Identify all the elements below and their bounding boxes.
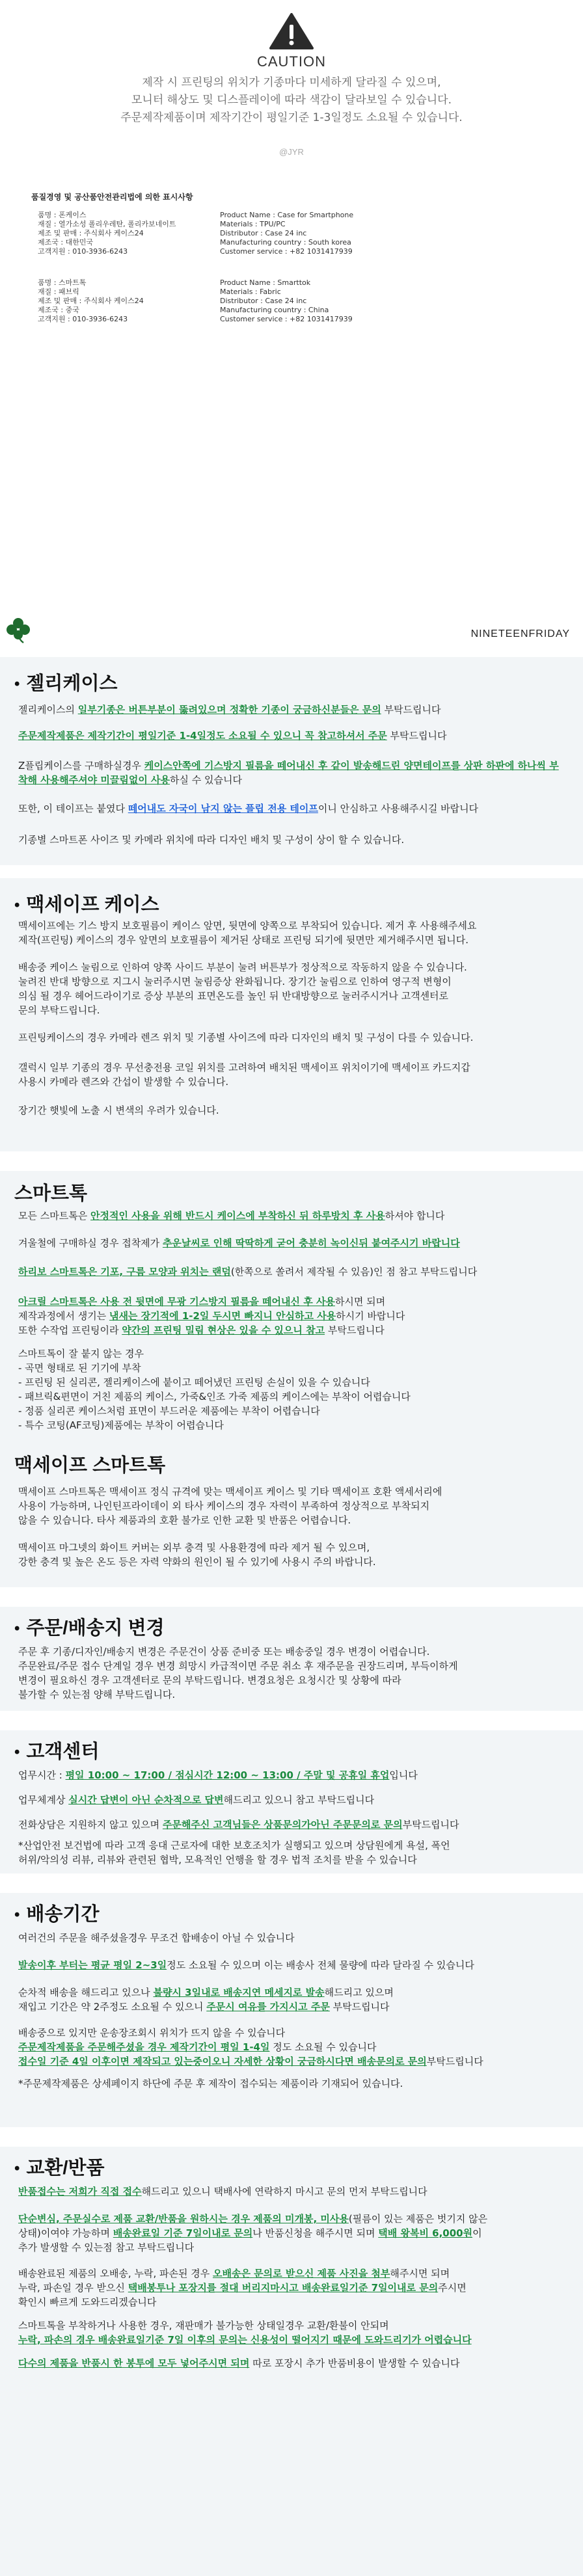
text-run: 주문제작제품을 주문해주셨을 경우 제작기간이 평일 1-4일 — [18, 2041, 270, 2053]
magsafe-p3: 프린팅케이스의 경우 카메라 렌즈 위치 및 기종별 사이즈에 따라 디자인의 배치 및 구성이 다를 수 있습니다. — [18, 1032, 474, 1043]
text-line: 변경이 필요하신 경우 고객센터로 문의 부탁드립니다. 변경요청은 요청시간 및 상황에 따라 — [18, 1674, 401, 1686]
smarttok-p4 — [18, 1295, 565, 1337]
caution-text — [0, 74, 583, 127]
brand-row — [0, 609, 583, 648]
label-line: 고객지원 : 010-3936-6243 — [38, 247, 128, 256]
text-line: 않을 수 있습니다. 타사 제품과의 호환 불가로 인한 교환 및 반품은 어렵습니다. — [18, 1514, 351, 1526]
text-run: 배송완료된 제품의 오배송, 누락, 파손된 경우 — [18, 2268, 213, 2279]
text-line: 불가할 수 있는점 양해 부탁드립니다. — [18, 1689, 176, 1700]
caution-line: 제작 시 프린팅의 위치가 기종마다 미세하게 달라질 수 있으며, — [142, 76, 441, 89]
product-labels — [31, 193, 487, 388]
section-title-text: 맥세이프 케이스 — [26, 894, 159, 915]
text-run: 나 반품신청을 해주시면 되며 — [252, 2227, 379, 2239]
text-run: 부탁드립니다 — [381, 704, 441, 716]
text-run: 부탁드립니다 — [386, 730, 447, 742]
text-run: 부탁드립니다 — [426, 2056, 483, 2067]
section-title: • 배송기간 — [14, 1904, 100, 1925]
label-line: 제조 및 판매 : 주식회사 케이스24 — [38, 297, 144, 305]
text-run: 재입고 기간은 약 2주정도 소요될 수 있으니 — [18, 2001, 207, 2013]
label-line: 제조국 : 중국 — [38, 306, 79, 314]
text-run: 다수의 제품을 반품시 한 봉투에 모두 넣어주시면 되며 — [18, 2357, 250, 2369]
caution-line: 주문제작제품이며 제작기간이 평일기준 1-3일정도 소요될 수 있습니다. — [120, 111, 463, 124]
jelly-p2 — [18, 729, 565, 743]
magsafetok-p1 — [18, 1484, 565, 1527]
text-line: - 프린팅 된 실리콘, 젤리케이스에 붙이고 떼어냈던 프린팅 손실이 있을 수 있습니다 — [18, 1376, 370, 1388]
label-line: 고객지원 : 010-3936-6243 — [38, 315, 128, 323]
section-jelly — [0, 657, 583, 865]
text-run: 오배송은 문의로 받으신 제품 사진을 첨부 — [212, 2268, 390, 2279]
label-line: Distributor : Case 24 inc — [220, 229, 307, 237]
text-line: 맥세이프에는 기스 방지 보호필름이 케이스 앞면, 뒷면에 양쪽으로 부착되어 있습니다. 제거 후 사용해주세요 — [18, 920, 477, 932]
label-en-col — [220, 278, 415, 324]
label-en-col — [220, 211, 415, 256]
ship-p4 — [18, 2026, 565, 2069]
text-run: 이 — [472, 2227, 482, 2239]
text-run: 제작과정에서 생기는 — [18, 1310, 109, 1322]
cs-p3 — [18, 1818, 565, 1832]
text-line: 의심 될 경우 헤어드라이기로 증상 부분의 표면온도를 높인 뒤 반대방향으로 눌러주시거나 고객센터로 — [18, 990, 449, 1002]
caution-line: 모니터 해상도 및 디스플레이에 따라 색감이 달라보일 수 있습니다. — [131, 94, 452, 107]
label-line: Product Name : Smarttok — [220, 278, 311, 287]
text-run: 발송이후 부터는 평균 평일 2~3일 — [18, 1959, 167, 1971]
section-title-text: 젤리케이스 — [26, 673, 118, 694]
cs-p4 — [18, 1838, 565, 1867]
section-cs — [0, 1730, 583, 1873]
label-line: Customer service : +82 1031417939 — [220, 247, 353, 256]
section-title: • 젤리케이스 — [14, 673, 118, 694]
text-run: 모든 스마트톡은 — [18, 1210, 90, 1222]
text-run: 케이스안쪽에 기스방지 필름을 떼어내신 후 같이 발송해드린 양면테이프를 상판 하판에 하나씩 부착해 사용해주셔야 미끌림없이 사용 — [18, 760, 559, 786]
text-line: 누락, 파손의 경우 배송완료일기준 7일 이후의 문의는 신용성이 떨어지기 때문에 도와드리기가 어렵습니다 — [18, 2334, 472, 2346]
text-run: 또한 수작업 프린팅이라 — [18, 1324, 122, 1336]
text-run: 업무시간 : — [18, 1769, 66, 1781]
text-run: 주시면 — [438, 2282, 467, 2294]
text-run: 이니 안심하고 사용해주시길 바랍니다 — [318, 803, 479, 814]
magsafe-p2 — [18, 960, 565, 1017]
ship-p1: 여러건의 주문을 해주셨을경우 무조건 합배송이 아닐 수 있습니다 — [18, 1932, 295, 1944]
jelly-p4 — [18, 801, 565, 816]
text-line: 맥세이프 스마트톡은 맥세이프 정식 규격에 맞는 맥세이프 케이스 및 기타 맥세이프 호환 액세서리에 — [18, 1486, 442, 1497]
text-run: 따로 포장시 추가 반품비용이 발생할 수 있습니다 — [249, 2357, 460, 2369]
smarttok-p5 — [18, 1347, 565, 1432]
text-line: - 특수 코팅(AF코팅)제품에는 부착이 어렵습니다 — [18, 1419, 224, 1431]
caution-block — [0, 0, 583, 176]
text-line: 맥세이프 마그넷의 화이트 커버는 외부 충격 및 사용환경에 따라 제거 될 수 있으며, — [18, 1542, 370, 1553]
text-run: 누락, 파손일 경우 받으신 — [18, 2282, 128, 2294]
label-line: 재질 : 열가소성 폴리우레탄, 폴리카보네이트 — [38, 220, 176, 228]
text-run: 하리보 스마트톡은 기포, 구름 모양과 위치는 랜덤 — [18, 1266, 231, 1278]
section-title: • 맥세이프 케이스 — [14, 894, 159, 915]
text-run: 실시간 답변이 아닌 순차적으로 답변 — [68, 1794, 224, 1806]
text-line: 스마트톡이 잘 붙지 않는 경우 — [18, 1348, 144, 1360]
section-title: • 고객센터 — [14, 1741, 100, 1762]
text-line: - 패브릭&편면이 거친 제품의 케이스, 가죽&인조 가죽 제품의 케이스에는 부착이 어렵습니다 — [18, 1391, 411, 1402]
text-run: 정도 소요될 수 있습니다 — [269, 2041, 377, 2053]
returns-p3 — [18, 2266, 565, 2309]
jelly-p1 — [18, 703, 565, 717]
text-run: 불량시 3일내로 배송지연 메세지로 발송 — [153, 1987, 325, 1998]
section-title-text: 교환/반품 — [26, 2158, 105, 2179]
label-line: 제조 및 판매 : 주식회사 케이스24 — [38, 229, 144, 237]
text-line: 사용이 가능하며, 나인틴프라이데이 외 타사 케이스의 경우 자력이 부족하여 정상적으로 부착되지 — [18, 1500, 430, 1512]
label-line: Product Name : Case for Smartphone — [220, 211, 354, 219]
smarttok-p3 — [18, 1265, 565, 1279]
returns-p2 — [18, 2212, 565, 2255]
text-run: 해드리고 있으니 참고 부탁드립니다 — [223, 1794, 375, 1806]
cs-p1 — [18, 1768, 565, 1782]
text-line: - 정품 실리콘 케이스처럼 표면이 부드러운 제품에는 부착이 어렵습니다 — [18, 1405, 320, 1417]
label-group-smarttok — [31, 278, 487, 346]
section-title: 스마트톡 — [14, 1183, 88, 1204]
text-run: 반품접수는 저희가 직접 접수 — [18, 2186, 142, 2197]
text-line: 주문완료/주문 접수 단계일 경우 변경 희망시 카급적이면 주문 취소 후 재주문을 권장드리며, 부득이하게 — [18, 1660, 458, 1672]
text-run: 하실 수 있습니다 — [170, 774, 242, 786]
text-line: 주문 후 기종/디자인/배송지 변경은 주문건이 상품 준비중 또는 배송중일 경우 변경이 어렵습니다. — [18, 1646, 430, 1657]
text-run: 정도 소요될 수 있으며 이는 배송사 전체 물량에 따라 달라질 수 있습니다 — [167, 1959, 474, 1971]
text-run: 주문해주신 고객님들은 상품문의가아닌 주문문의로 문의 — [162, 1819, 403, 1831]
cs-p2 — [18, 1793, 565, 1807]
ship-p2 — [18, 1958, 565, 1972]
text-run: 아크릴 스마트톡은 사용 전 뒷면에 무광 기스방지 필름을 떼어내신 후 사용 — [18, 1296, 335, 1308]
text-run: 하시면 되며 — [334, 1296, 386, 1308]
label-ko-col — [38, 211, 233, 256]
text-run: 하시기 바랍니다 — [336, 1310, 405, 1322]
section-magsafe — [0, 878, 583, 1151]
text-line: 갤럭시 일부 기종의 경우 무선충전용 코일 위치를 고려하여 배치된 맥세이프 위치이기에 맥세이프 카드지갑 — [18, 1062, 470, 1073]
label-line: 재질 : 패브릭 — [38, 288, 79, 296]
label-line: 제조국 : 대한민국 — [38, 238, 94, 247]
brand-name: NINETEENFRIDAY — [470, 628, 570, 639]
section-title-text: 주문/배송지 변경 — [26, 1618, 165, 1639]
label-ko-col — [38, 278, 233, 324]
magsafe-p5: 장기간 햇빛에 노출 시 변색의 우려가 있습니다. — [18, 1105, 219, 1116]
caution-handle: @JYR — [279, 147, 304, 157]
text-run: 해주시면 되며 — [390, 2268, 450, 2279]
text-run: 약간의 프린팅 밀림 현상은 있을 수 있으니 참고 — [122, 1324, 325, 1336]
label-line: 품명 : 스마트톡 — [38, 278, 87, 287]
text-run: 평일 10:00 ~ 17:00 / 점심시간 12:00 ~ 13:00 / 주말 및 공휴일 휴업 — [65, 1769, 390, 1781]
section-title-text: 배송기간 — [26, 1904, 100, 1925]
text-run: (필름이 있는 제품은 벗기지 않은 — [348, 2213, 488, 2225]
ship-p3 — [18, 1985, 565, 2014]
jelly-p3 — [18, 758, 565, 787]
label-line: Manufacturing country : South korea — [220, 238, 351, 247]
text-line: 제작(프린팅) 케이스의 경우 앞면의 보호필름이 제거된 상태로 프린팅 되기에 뒷면만 제거해주시면 됩니다. — [18, 934, 468, 946]
labels-title: 품질경영 및 공산품안전관리법에 의한 표시사항 — [31, 193, 193, 202]
text-run: 상태)이여야 가능하며 — [18, 2227, 113, 2239]
text-line: - 곡면 형태로 된 기기에 부착 — [18, 1362, 141, 1374]
text-run: 또한, 이 테이프는 붙였다 — [18, 803, 128, 814]
text-run: 해드리고 있으며 — [324, 1987, 394, 1998]
text-run: Z플립케이스를 구매하실경우 — [18, 760, 144, 771]
text-line: 확인시 빠르게 도와드리겠습니다 — [18, 2296, 157, 2308]
order-p1 — [18, 1644, 565, 1702]
text-line: 사용시 카메라 렌즈와 간섭이 발생할 수 있습니다. — [18, 1076, 229, 1088]
label-line: Materials : TPU/PC — [220, 220, 286, 228]
text-run: 냄새는 장기적에 1-2일 두시면 빠지니 안심하고 사용 — [109, 1310, 336, 1322]
text-run: 순차적 배송을 해드리고 있으나 — [18, 1987, 154, 1998]
label-line: Customer service : +82 1031417939 — [220, 315, 353, 323]
magsafetok-p2 — [18, 1540, 565, 1569]
text-run: 입니다 — [389, 1769, 418, 1781]
smarttok-p2 — [18, 1236, 565, 1250]
smarttok-p1 — [18, 1209, 565, 1223]
label-line: Distributor : Case 24 inc — [220, 297, 307, 305]
text-run: (한쪽으로 쏠려서 제작될 수 있음)인 점 참고 부탁드립니다 — [230, 1266, 478, 1278]
label-line: Materials : Fabric — [220, 288, 281, 296]
text-line: *산업안전 보건법에 따라 고객 응대 근로자에 대한 보호조치가 실행되고 있으며 상담원에게 욕설, 폭언 — [18, 1840, 450, 1851]
text-line: 스마트톡을 부착하거나 사용한 경우, 재판매가 불가능한 상태일경우 교환/환불이 안되며 — [18, 2320, 389, 2331]
magsafe-p1 — [18, 919, 565, 947]
text-run: 단순변심, 주문실수로 제품 교환/반품을 원하시는 경우 제품의 미개봉, 미사용 — [18, 2213, 349, 2225]
text-run: 부탁드립니다 — [329, 2001, 390, 2013]
text-line: 추가 발생할 수 있는점 참고 부탁드립니다 — [18, 2242, 195, 2253]
text-line: 배송중으로 있지만 운송장조회시 위치가 뜨지 않을 수 있습니다 — [18, 2027, 286, 2039]
label-group-case — [31, 211, 487, 278]
caution-title: CAUTION — [257, 53, 326, 70]
text-run: 접수일 기준 4일 이후이면 제작되고 있는중이오니 자세한 상황이 궁금하시다면 배송문의로 문의 — [18, 2056, 427, 2067]
returns-p1 — [18, 2184, 565, 2199]
returns-p5 — [18, 2356, 565, 2370]
label-line: 품명 : 폰케이스 — [38, 211, 87, 219]
section-order-change — [0, 1607, 583, 1711]
text-run: 젤리케이스의 — [18, 704, 78, 716]
section-title: • 교환/반품 — [14, 2158, 105, 2179]
text-line: 문의 부탁드립니다. — [18, 1004, 100, 1016]
clover-icon — [4, 615, 33, 644]
text-run: 일부기종은 버튼부분이 뚫려있으며 정확한 기종이 궁금하신분들은 문의 — [77, 704, 381, 716]
ship-p5: *주문제작제품은 상세페이지 하단에 주문 후 제작이 접수되는 제품이라 기재되어 있습니다. — [18, 2078, 403, 2089]
text-run: 추운날씨로 인해 딱딱하게 굳어 충분히 녹이신뒤 붙여주시기 바랍니다 — [162, 1237, 460, 1249]
text-run: 안정적인 사용을 위해 반드시 케이스에 부착하신 뒤 하루방치 후 사용 — [90, 1210, 385, 1222]
text-run: 주문시 여유를 가지시고 주문 — [206, 2001, 330, 2013]
section-title: • 주문/배송지 변경 — [14, 1618, 165, 1639]
section-smarttok — [0, 1171, 583, 1587]
label-line: Manufacturing country : China — [220, 306, 329, 314]
text-run: 전화상담은 지원하지 않고 있으며 — [18, 1819, 163, 1831]
section-title-text: 고객센터 — [26, 1741, 100, 1762]
text-line: 허위/악의성 리뷰, 리뷰와 관련된 협박, 모욕적인 언행을 할 경우 법적 조치를 받을 수 있습니다 — [18, 1854, 417, 1866]
section-title: 맥세이프 스마트톡 — [14, 1455, 166, 1476]
text-line: 눌려진 반대 방향으로 지그시 눌러주시면 눌림증상 완화됩니다. 장기간 눌림으로 인하여 영구적 변형이 — [18, 976, 452, 987]
text-run: 부탁드립니다 — [325, 1324, 385, 1336]
text-run: 떼어내도 자국이 남지 않는 플립 전용 테이프 — [128, 803, 318, 814]
warning-icon — [269, 13, 314, 49]
returns-p4 — [18, 2318, 565, 2347]
section-returns — [0, 2147, 583, 2576]
text-run: 겨울철에 구매하실 경우 접착제가 — [18, 1237, 163, 1249]
text-run: 택배 왕복비 6,000원 — [378, 2227, 473, 2239]
text-run: 업무체계상 — [18, 1794, 69, 1806]
text-run: 주문제작제품은 제작기간이 평일기준 1-4일정도 소요될 수 있으니 꼭 참고하셔서 주문 — [18, 730, 387, 742]
text-line: 배송중 케이스 눌림으로 인하여 양쪽 사이드 부분이 눌려 버튼부가 정상적으로 작동하지 않을 수 있습니다. — [18, 961, 467, 973]
text-run: 하셔야 합니다 — [385, 1210, 445, 1222]
text-run: 배송완료일 기준 7일이내로 문의 — [113, 2227, 253, 2239]
magsafe-p4 — [18, 1060, 565, 1089]
text-run: 부탁드립니다 — [402, 1819, 459, 1831]
text-line: 강한 충격 및 높은 온도 등은 자력 약화의 원인이 될 수 있기에 사용시 주의 바랍니다. — [18, 1556, 376, 1568]
text-run: 해드리고 있으니 택배사에 연락하지 마시고 문의 먼저 부탁드립니다 — [141, 2186, 427, 2197]
jelly-p5: 기종별 스마트폰 사이즈 및 카메라 위치에 따라 디자인 배치 및 구성이 상이 할 수 있습니다. — [18, 834, 405, 846]
section-shipping — [0, 1893, 583, 2127]
text-run: 택배봉투나 포장지를 절대 버리지마시고 배송완료일기준 7일이내로 문의 — [128, 2282, 439, 2294]
